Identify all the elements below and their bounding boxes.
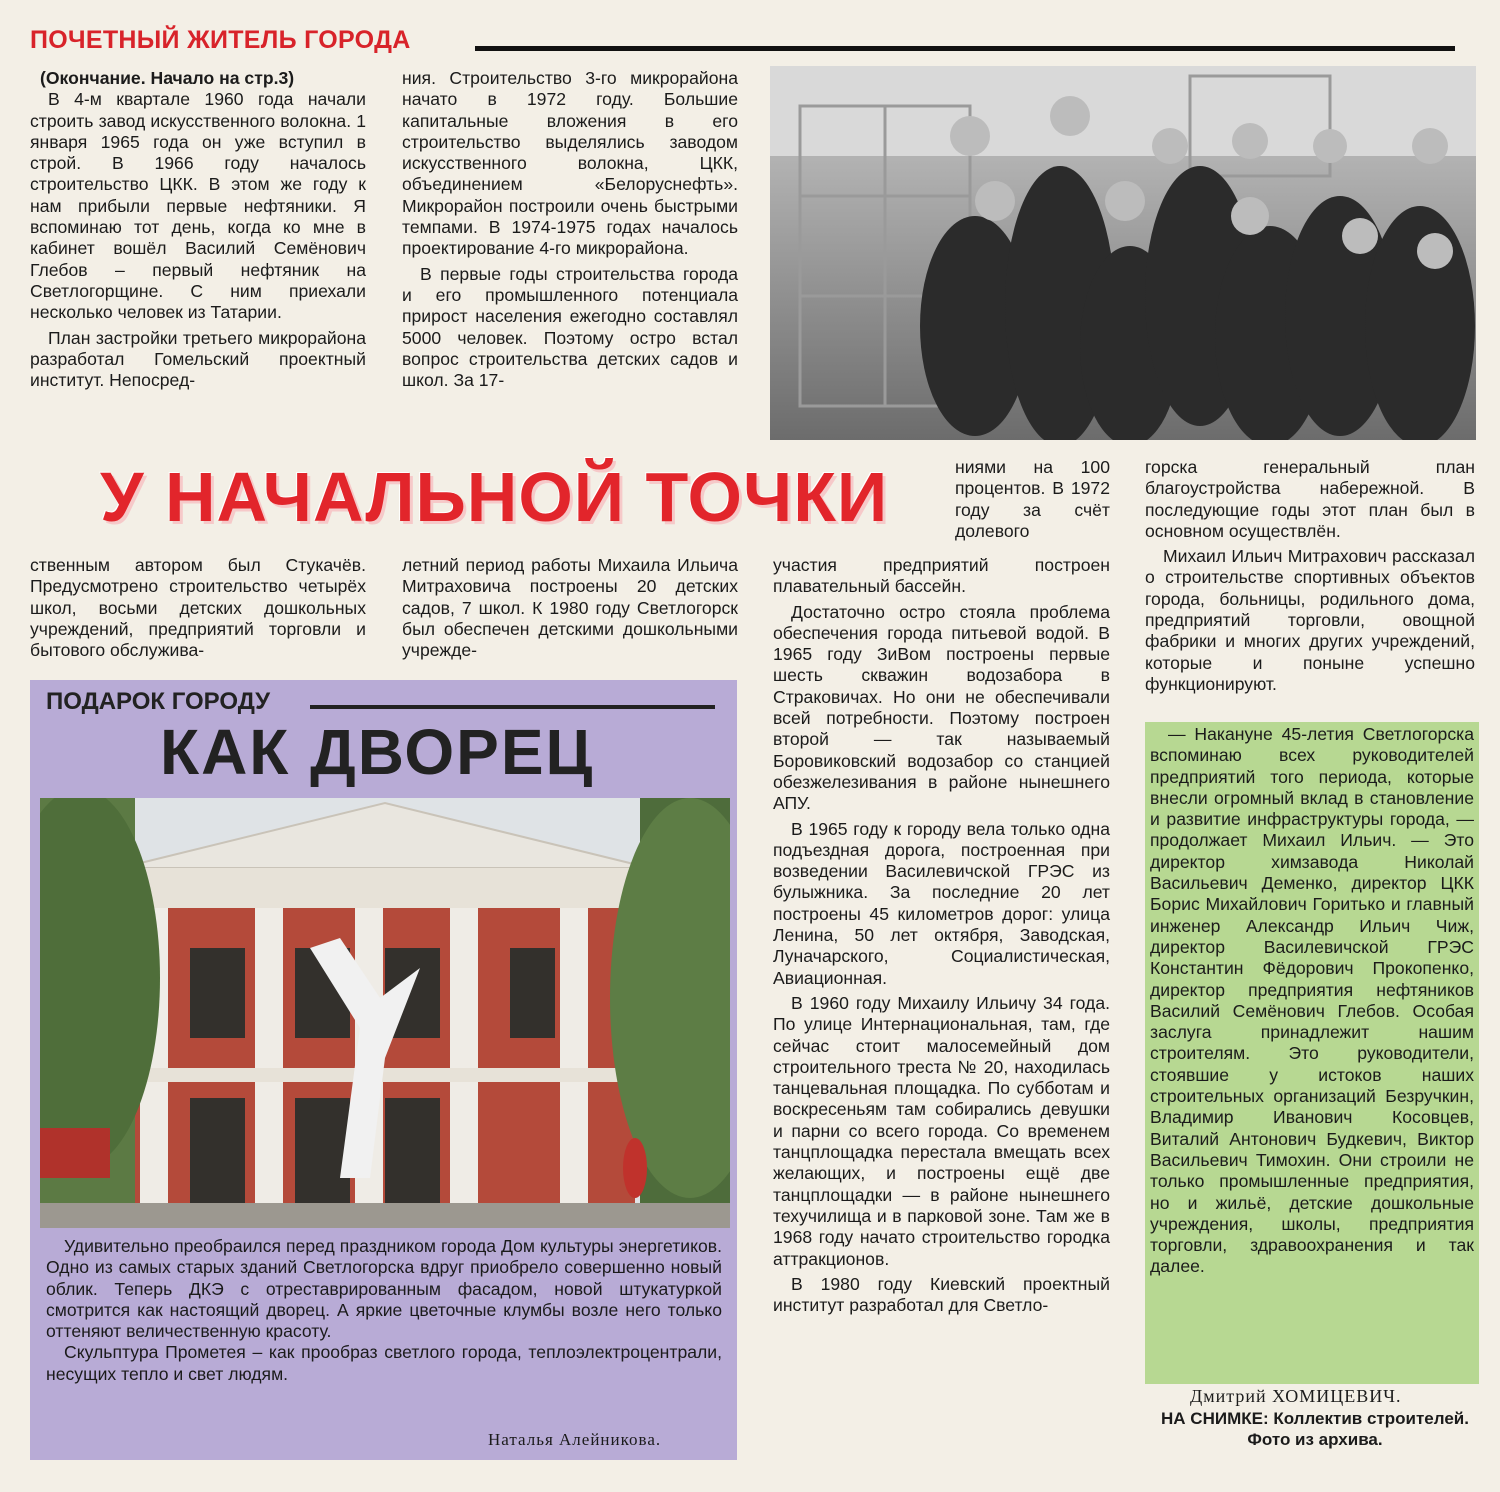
paragraph: Скульптура Прометея – как прообраз светлого города, теплоэлектроцентрали, несущих тепло и свет людям. [46, 1342, 722, 1384]
box-title: КАК ДВОРЕЦ [160, 716, 595, 788]
paragraph: ния. Строительство 3-го микрорайона начато в 1972 году. Большие капитальные вложения в его строительство выделялись заводом искусственного волокна, ЦКК, объединением «Белоруснефть». Микрорайон построили очень быстрыми темпами. В 1974-1975 годах началось проектирование 4-го микрорайона. [402, 68, 738, 259]
builders-group-photo [770, 66, 1476, 440]
paragraph: участия предприятий построен плавательный бассейн. [773, 555, 1110, 597]
caption-label: НА СНИМКЕ: [1161, 1409, 1269, 1428]
paragraph: — Накануне 45-летия Светлогорска вспоминаю всех руководителей предприятий того периода, которые внесли огромный вклад в становление и развитие инфраструктуры города, — продолжает Михаил Ильич. — Это директор химзавода Николай Васильевич Деменко, директор ЦКК Борис Михайлович Горитько и главный инженер Александр Ильич Чиж, директор Василевичской ГРЭС Константин Фёдорович Прокопенко, директор предприятия нефтяников Василий Семёнович Глебов. Особая заслуга принадлежит нашим строителям. Это руководители, стоявшие у истоков наших строительных организаций Безручкин, Владимир Иванович Косовцев, Виталий Антонович Будкевич, Виктор Васильевич Тимохин. Они строили не только промышленные предприятия, но и жильё, детские дошкольные учреждения, школы, предприятия торговли, здравоохранения и так далее. [1150, 724, 1474, 1277]
column-2-top [402, 68, 738, 391]
paragraph: Достаточно остро стояла проблема обеспечения города питьевой водой. В 1965 году ЗиВом построены первые шесть скважин водозабора в Страковичах. Но они не обеспечивали всей потребности. Поэтому построен второй — так называемый Боровиковский водозабор со станцией обезжелезивания в районе нынешнего АПУ. [773, 601, 1110, 814]
paragraph: летний период работы Михаила Ильича Митраховича построены 20 детских садов, 7 школ. К 1980 году Светлогорск был обеспечен детскими дошкольными учрежде- [402, 555, 738, 661]
column-4-top [1145, 457, 1475, 695]
continuation-note: (Окончание. Начало на стр.3) [40, 68, 295, 88]
column-3-top-short [955, 457, 1110, 542]
paragraph: ниями на 100 процентов. В 1972 году за счёт долевого [955, 457, 1110, 541]
box-rubric: ПОДАРОК ГОРОДУ [46, 688, 271, 715]
paragraph: ственным автором был Стукачёв. Предусмотрено строительство четырёх школ, восьми детских дошкольных учреждений, предприятий торговли и бытового обслужива- [30, 555, 366, 661]
rubric-rule [475, 46, 1455, 51]
paragraph: В 1960 году Михаилу Ильичу 34 года. По улице Интернациональная, там, где сейчас стоит малосемейный дом строительного треста № 20, находилась танцевальная площадка. По субботам и воскресеньям там собирались девушки и парни со всего города. Со временем танцплощадка перестала вмещать всех желающих, и построены ещё две танцплощадки — в районе нынешнего техучилища и в парковой зоне. Там же в 1968 году начато строительство городка аттракционов. [773, 992, 1110, 1269]
headline: У НАЧАЛЬНОЙ ТОЧКИ [100, 458, 889, 536]
paragraph: В 4-м квартале 1960 года начали строить завод искусственного волокна. 1 января 1965 года он уже вступил в строй. В 1966 году началось строительство ЦКК. В этом же году к нам прибыли первые нефтяники. Я вспоминаю тот день, когда ко мне в кабинет вошёл Василий Семёнович Глебов – первый нефтяник на Светлогорщине. С ним приехали несколько человек из Татарии. [30, 89, 366, 323]
box-rubric-rule [310, 705, 715, 709]
column-2-bottom [402, 555, 738, 661]
section-rubric: ПОЧЕТНЫЙ ЖИТЕЛЬ ГОРОДА [30, 26, 411, 54]
paragraph: В 1965 году к городу вела только одна подъездная дорога, построенная при возведении Василевичской ГРЭС из булыжника. За последние 20 лет построены 45 километров дорог: улица Ленина, 50 лет октября, Заводская, Луначарского, Социалистическая, Авиационная. [773, 818, 1110, 988]
photo-caption [1150, 1408, 1480, 1450]
caption-text: Коллектив строителей. Фото из архива. [1247, 1409, 1469, 1449]
paragraph: В первые годы строительства города и его промышленного потенциала прирост населения ежегодно составлял 5000 человек. Поэтому остро встал вопрос строительства детских садов и школ. За 17- [402, 263, 738, 391]
culture-house-photo [40, 798, 730, 1228]
column-1-top [30, 68, 366, 391]
box-signature: Наталья Алейникова. [488, 1430, 662, 1449]
column-4-green-text [1150, 724, 1474, 1278]
box-text [46, 1236, 722, 1385]
column-3 [773, 555, 1110, 1316]
paragraph: горска генеральный план благоустройства набережной. В последующие годы этот план был в основном осуществлён. [1145, 457, 1475, 541]
column-1-bottom [30, 555, 366, 661]
author-signature: Дмитрий ХОМИЦЕВИЧ. [1190, 1386, 1402, 1406]
paragraph: Удивительно преобраился перед праздником города Дом культуры энергетиков. Одно из самых старых зданий Светлогорска вдруг приобрело совершенно новый облик. Теперь ДКЭ с отреставрированным фасадом, новой штукатуркой смотрится как настоящий дворец. А яркие цветочные клумбы возле него только оттеняют величественную красоту. [46, 1236, 722, 1342]
paragraph: Михаил Ильич Митрахович рассказал о строительстве спортивных объектов города, больницы, родильного дома, предприятий торговли, овощной фабрики и многих других учреждений, которые и поныне успешно функционируют. [1145, 546, 1475, 694]
paragraph: В 1980 году Киевский проектный институт разработал для Светло- [773, 1273, 1110, 1316]
paragraph: План застройки третьего микрорайона разработал Гомельский проектный институт. Непосред- [30, 327, 366, 391]
